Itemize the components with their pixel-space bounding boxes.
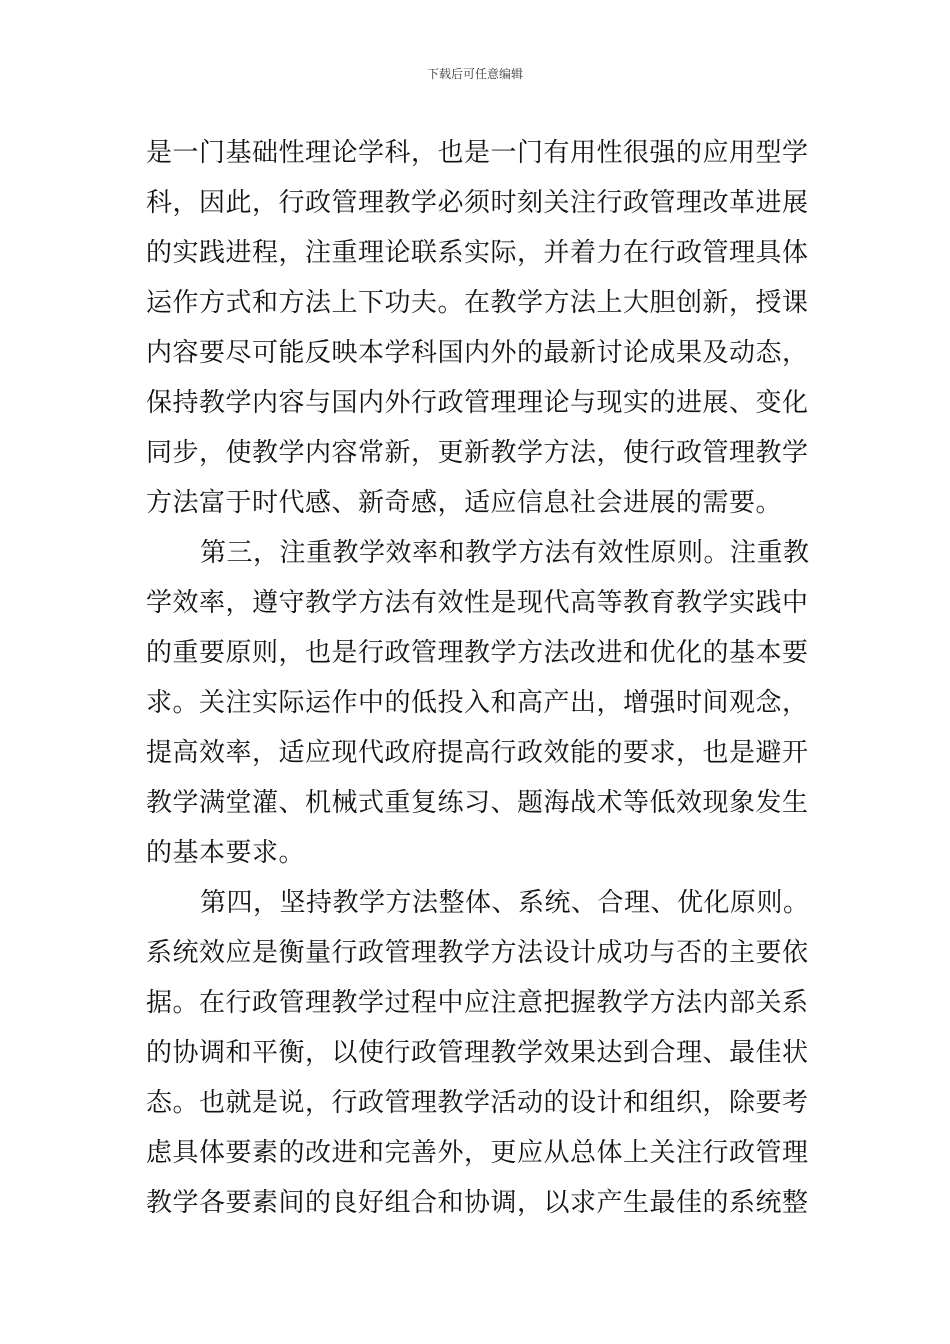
text-line: 科，因此，行政管理教学必须时刻关注行政管理改革进展 bbox=[146, 188, 809, 218]
text-line: 教学满堂灌、机械式重复练习、题海战术等低效现象发生 bbox=[146, 788, 809, 818]
text-line: 教学各要素间的良好组合和协调，以求产生最佳的系统整 bbox=[146, 1188, 809, 1218]
text-line: 运作方式和方法上下功夫。在教学方法上大胆创新，授课 bbox=[146, 288, 809, 318]
text-line: 的基本要求。 bbox=[146, 838, 306, 868]
text-line: 同步，使教学内容常新，更新教学方法，使行政管理教学 bbox=[146, 438, 809, 468]
text-line: 的重要原则，也是行政管理教学方法改进和优化的基本要 bbox=[146, 638, 809, 668]
text-line: 态。也就是说，行政管理教学活动的设计和组织，除要考 bbox=[146, 1088, 809, 1118]
body-text bbox=[146, 128, 810, 1228]
text-line: 系统效应是衡量行政管理教学方法设计成功与否的主要依 bbox=[146, 938, 809, 968]
text-line: 的实践进程，注重理论联系实际，并着力在行政管理具体 bbox=[146, 238, 809, 268]
text-line: 保持教学内容与国内外行政管理理论与现实的进展、变化 bbox=[146, 388, 809, 418]
paragraph-start-line: 第四，坚持教学方法整体、系统、合理、优化原则。 bbox=[200, 888, 810, 918]
paragraph-start-line: 第三，注重教学效率和教学方法有效性原则。注重教 bbox=[200, 538, 810, 568]
text-line: 求。关注实际运作中的低投入和高产出，增强时间观念， bbox=[146, 688, 809, 718]
text-line: 虑具体要素的改进和完善外，更应从总体上关注行政管理 bbox=[146, 1138, 809, 1168]
text-line: 的协调和平衡，以使行政管理教学效果达到合理、最佳状 bbox=[146, 1038, 809, 1068]
text-line: 提高效率，适应现代政府提高行政效能的要求，也是避开 bbox=[146, 738, 809, 768]
text-line: 内容要尽可能反映本学科国内外的最新讨论成果及动态， bbox=[146, 338, 809, 368]
page-header: 下载后可任意编辑 bbox=[426, 67, 523, 81]
text-line: 是一门基础性理论学科，也是一门有用性很强的应用型学 bbox=[146, 138, 809, 168]
text-line: 方法富于时代感、新奇感，适应信息社会进展的需要。 bbox=[146, 488, 783, 518]
text-line: 据。在行政管理教学过程中应注意把握教学方法内部关系 bbox=[146, 988, 809, 1018]
text-line: 学效率，遵守教学方法有效性是现代高等教育教学实践中 bbox=[146, 588, 809, 618]
